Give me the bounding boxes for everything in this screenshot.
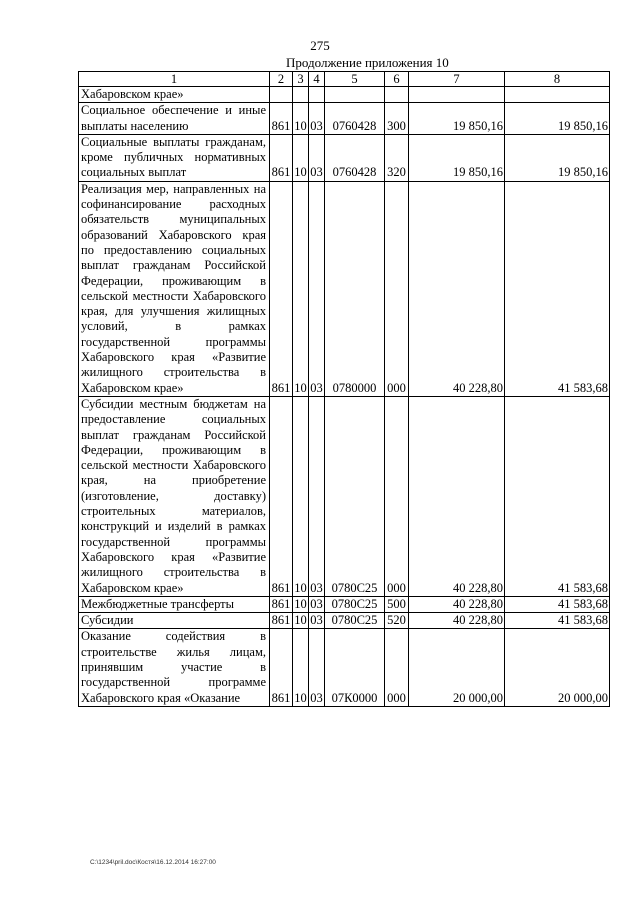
- header-cell: 6: [385, 72, 409, 87]
- subsection-cell: 03: [310, 596, 323, 611]
- subsection-cell: [309, 87, 325, 103]
- table-row: [79, 613, 610, 629]
- section-cell: 10: [294, 596, 307, 611]
- expense-type-cell: 300: [385, 103, 409, 135]
- budget-table: [78, 71, 610, 707]
- row-name-cell: Межбюджетные трансферты: [79, 596, 270, 612]
- row-name-cell: Субсидии местным бюджетам на предоставление социальных выплат гражданам Российской Федерации, проживающим в сельской местности Хабаровского края, на приобретение (изготовление, доставку) строительных материалов, конструкций и изделий в рамках государственной программы Хабаровского края «Развитие жилищного строительства в Хабаровском крае»: [79, 396, 270, 596]
- subsection-cell: 03: [309, 134, 325, 181]
- header-cell: 2: [270, 72, 293, 87]
- table-row: [79, 629, 610, 706]
- row-name-cell: Оказание содействия в строительстве жилья лицам, принявшим участие в государственной программе Хабаровского края «Оказание: [79, 629, 270, 706]
- table-row: [79, 134, 610, 181]
- target-article-cell: 0780С25: [325, 396, 385, 596]
- sum-2016-cell: 19 850,16: [505, 103, 610, 135]
- target-article-cell: 0780С25: [325, 596, 385, 612]
- sum-2015-cell: 40 228,80: [409, 613, 505, 629]
- expense-type-cell: 000: [385, 396, 409, 596]
- section-cell: 10: [293, 629, 309, 706]
- target-article-cell: [325, 87, 385, 103]
- subsection-cell: 03: [309, 629, 325, 706]
- subsection-cell: 03: [309, 181, 325, 396]
- expense-type-cell: 000: [385, 181, 409, 396]
- target-article-cell: 0760428: [325, 103, 385, 135]
- ministry-code-cell: 861: [270, 613, 293, 629]
- sum-2016-cell: 20 000,00: [505, 629, 610, 706]
- sum-2015-cell: 40 228,80: [409, 596, 505, 612]
- sum-2016-cell: [505, 87, 610, 103]
- table-row: [79, 596, 610, 612]
- ministry-code-cell: 861: [270, 103, 293, 135]
- header-cell: 1: [79, 72, 270, 87]
- sum-2015-cell: [409, 87, 505, 103]
- row-name-cell: Социальные выплаты гражданам, кроме публичных нормативных социальных выплат: [79, 134, 270, 181]
- ministry-code-cell: 861: [270, 181, 293, 396]
- subsection-cell: 03: [310, 613, 323, 628]
- target-article-cell: 07К0000: [325, 629, 385, 706]
- sum-2015-cell: 40 228,80: [409, 181, 505, 396]
- sum-2016-cell: 41 583,68: [505, 396, 610, 596]
- table-row: [79, 181, 610, 396]
- row-name-cell: Реализация мер, направленных на софинансирование расходных обязательств муниципальных образований Хабаровского края по предоставлению социальных выплат гражданам Российской Федерации, проживающим в сельской местности Хабаровского края, для улучшения жилищных условий, в рамках государственной программы Хабаровского края «Развитие жилищного строительства в Хабаровском крае»: [79, 181, 270, 396]
- expense-type-cell: 500: [385, 596, 409, 612]
- target-article-cell: 0780С25: [325, 613, 385, 629]
- section-cell: 10: [294, 613, 307, 628]
- section-cell: 10: [293, 103, 309, 135]
- header-cell: 5: [325, 72, 385, 87]
- ministry-code-cell: 861: [270, 629, 293, 706]
- row-name-cell: Социальное обеспечение и иные выплаты населению: [79, 103, 270, 135]
- section-cell: 10: [293, 181, 309, 396]
- target-article-cell: 0780000: [325, 181, 385, 396]
- sum-2016-cell: 41 583,68: [505, 596, 610, 612]
- ministry-code-cell: [270, 87, 293, 103]
- sum-2015-cell: 20 000,00: [409, 629, 505, 706]
- header-cell: 3: [293, 72, 309, 87]
- sum-2016-cell: 41 583,68: [505, 181, 610, 396]
- sum-2015-cell: 40 228,80: [409, 396, 505, 596]
- header-cell: 8: [505, 72, 610, 87]
- ministry-code-cell: 861: [270, 396, 293, 596]
- header-cell: 7: [409, 72, 505, 87]
- sum-2016-cell: 41 583,68: [505, 613, 610, 629]
- sum-2015-cell: 19 850,16: [409, 134, 505, 181]
- section-cell: 10: [293, 396, 309, 596]
- table-header-row: [79, 72, 610, 87]
- footer-file-path: C:\1234\pril.doc\Костя\16.12.2014 16:27:00: [90, 859, 216, 866]
- appendix-title: Продолжение приложения 10: [286, 55, 449, 70]
- subsection-cell: 03: [309, 396, 325, 596]
- table-row: [79, 396, 610, 596]
- table-row: [79, 87, 610, 103]
- section-cell: [293, 87, 309, 103]
- sum-2015-cell: 19 850,16: [409, 103, 505, 135]
- section-cell: 10: [293, 134, 309, 181]
- page-number: 275: [310, 38, 330, 53]
- target-article-cell: 0760428: [325, 134, 385, 181]
- row-name-cell: Субсидии: [79, 613, 270, 629]
- table-row: [79, 103, 610, 135]
- sum-2016-cell: 19 850,16: [505, 134, 610, 181]
- expense-type-cell: [385, 87, 409, 103]
- row-name-cell: Хабаровском крае»: [79, 87, 270, 103]
- expense-type-cell: 520: [385, 613, 409, 629]
- header-cell: 4: [309, 72, 325, 87]
- subsection-cell: 03: [309, 103, 325, 135]
- expense-type-cell: 000: [385, 629, 409, 706]
- ministry-code-cell: 861: [270, 596, 293, 612]
- expense-type-cell: 320: [385, 134, 409, 181]
- ministry-code-cell: 861: [270, 134, 293, 181]
